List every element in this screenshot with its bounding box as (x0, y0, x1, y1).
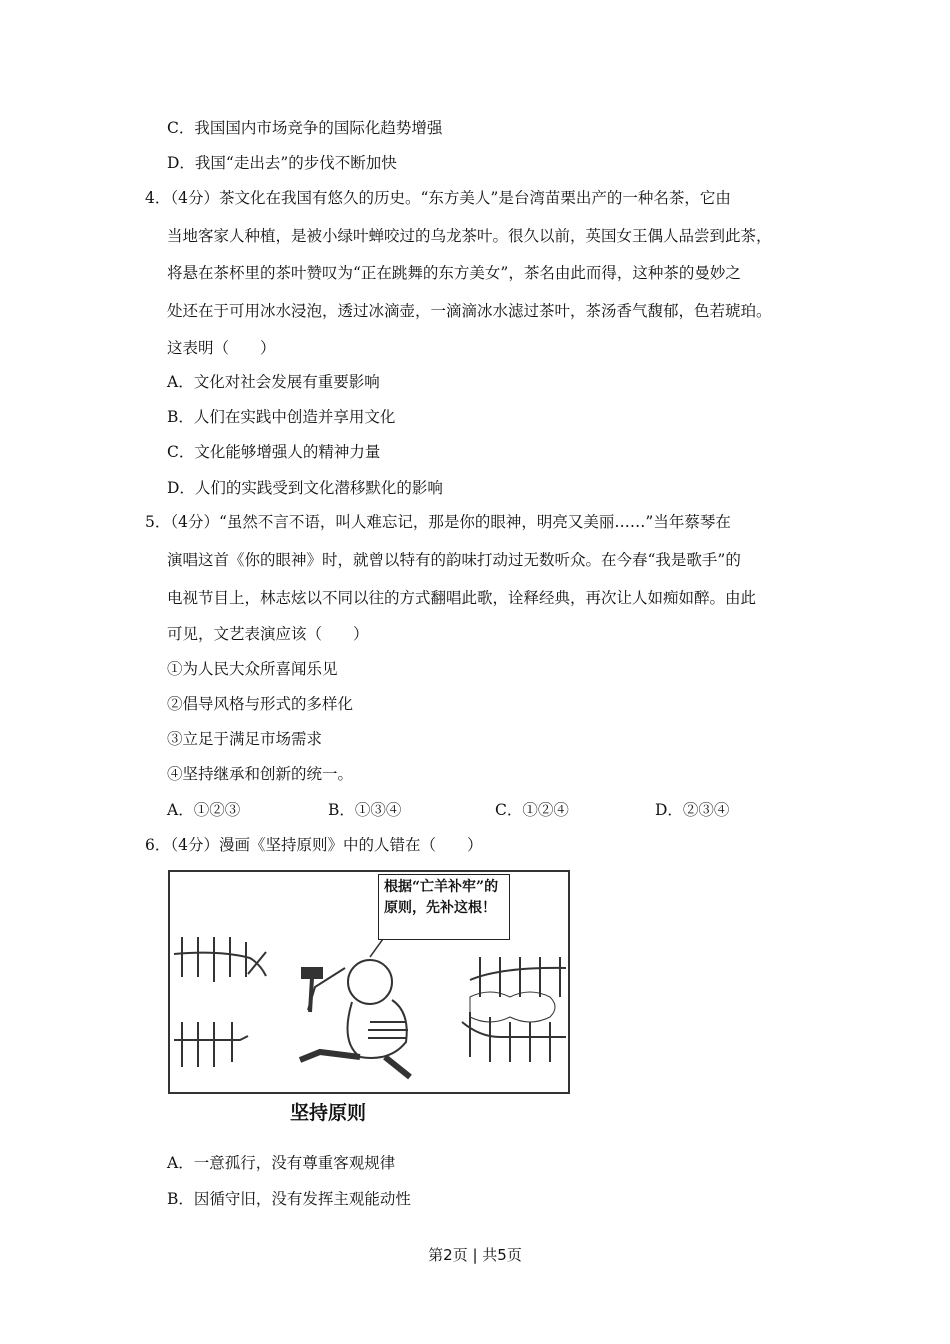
option-d-prev: D．我国“走出去”的步伐不断加快 (167, 154, 397, 172)
q5-option-c: C．①②④ (495, 801, 569, 819)
q6-stem: 6．（4分）漫画《坚持原则》中的人错在（ ） (145, 836, 483, 854)
q6-option-b: B．因循守旧，没有发挥主观能动性 (167, 1190, 411, 1208)
q4-option-a: A．文化对社会发展有重要影响 (167, 373, 380, 391)
q5-stem-line: 5．（4分）“虽然不言不语，叫人难忘记，那是你的眼神，明亮又美丽……”当年蔡琴在 (145, 513, 731, 531)
q4-option-b: B．人们在实践中创造并享用文化 (167, 408, 396, 426)
cartoon-caption: 坚持原则 (290, 1102, 367, 1124)
q5-statement: ③立足于满足市场需求 (167, 730, 323, 748)
q4-stem-line: 将悬在茶杯里的茶叶赞叹为“正在跳舞的东方美女”，茶名由此而得，这种茶的曼妙之 (167, 264, 741, 282)
q4-stem-line: 4．（4分）茶文化在我国有悠久的历史。“东方美人”是台湾苗栗出产的一种名茶，它由 (145, 189, 731, 207)
q4-stem-line: 这表明（ ） (167, 339, 276, 357)
q6-option-a: A．一意孤行，没有尊重客观规律 (167, 1154, 396, 1172)
q4-option-c: C．文化能够增强人的精神力量 (167, 443, 381, 461)
q5-statement: ①为人民大众所喜闻乐见 (167, 660, 338, 678)
page-footer: 第2页 | 共5页 (428, 1246, 522, 1264)
q4-option-d: D．人们的实践受到文化潜移默化的影响 (167, 479, 443, 497)
q5-option-a: A．①②③ (167, 801, 241, 819)
q5-option-b: B．①③④ (328, 801, 402, 819)
option-c-prev: C．我国国内市场竞争的国际化趋势增强 (167, 119, 443, 137)
q5-statement: ④坚持继承和创新的统一。 (167, 765, 354, 783)
q5-stem-line: 演唱这首《你的眼神》时，就曾以特有的韵味打动过无数听众。在今春“我是歌手”的 (167, 551, 741, 569)
q5-statement: ②倡导风格与形式的多样化 (167, 695, 354, 713)
q5-stem-line: 可见，文艺表演应该（ ） (167, 625, 369, 643)
q4-stem-line: 处还在于可用冰水浸泡，透过冰滴壶，一滴滴冰水滤过茶叶，茶汤香气馥郁，色若琥珀。 (167, 302, 772, 320)
speech-bubble: 根据“亡羊补牢”的原则，先补这根！ (378, 874, 510, 940)
cartoon-image (168, 870, 570, 1094)
q5-stem-line: 电视节目上，林志炫以不同以往的方式翻唱此歌，诠释经典，再次让人如痴如醉。由此 (167, 589, 757, 607)
q4-stem-line: 当地客家人种植，是被小绿叶蝉咬过的乌龙茶叶。很久以前，英国女王偶人品尝到此茶， (167, 227, 772, 245)
q5-option-d: D．②③④ (655, 801, 730, 819)
